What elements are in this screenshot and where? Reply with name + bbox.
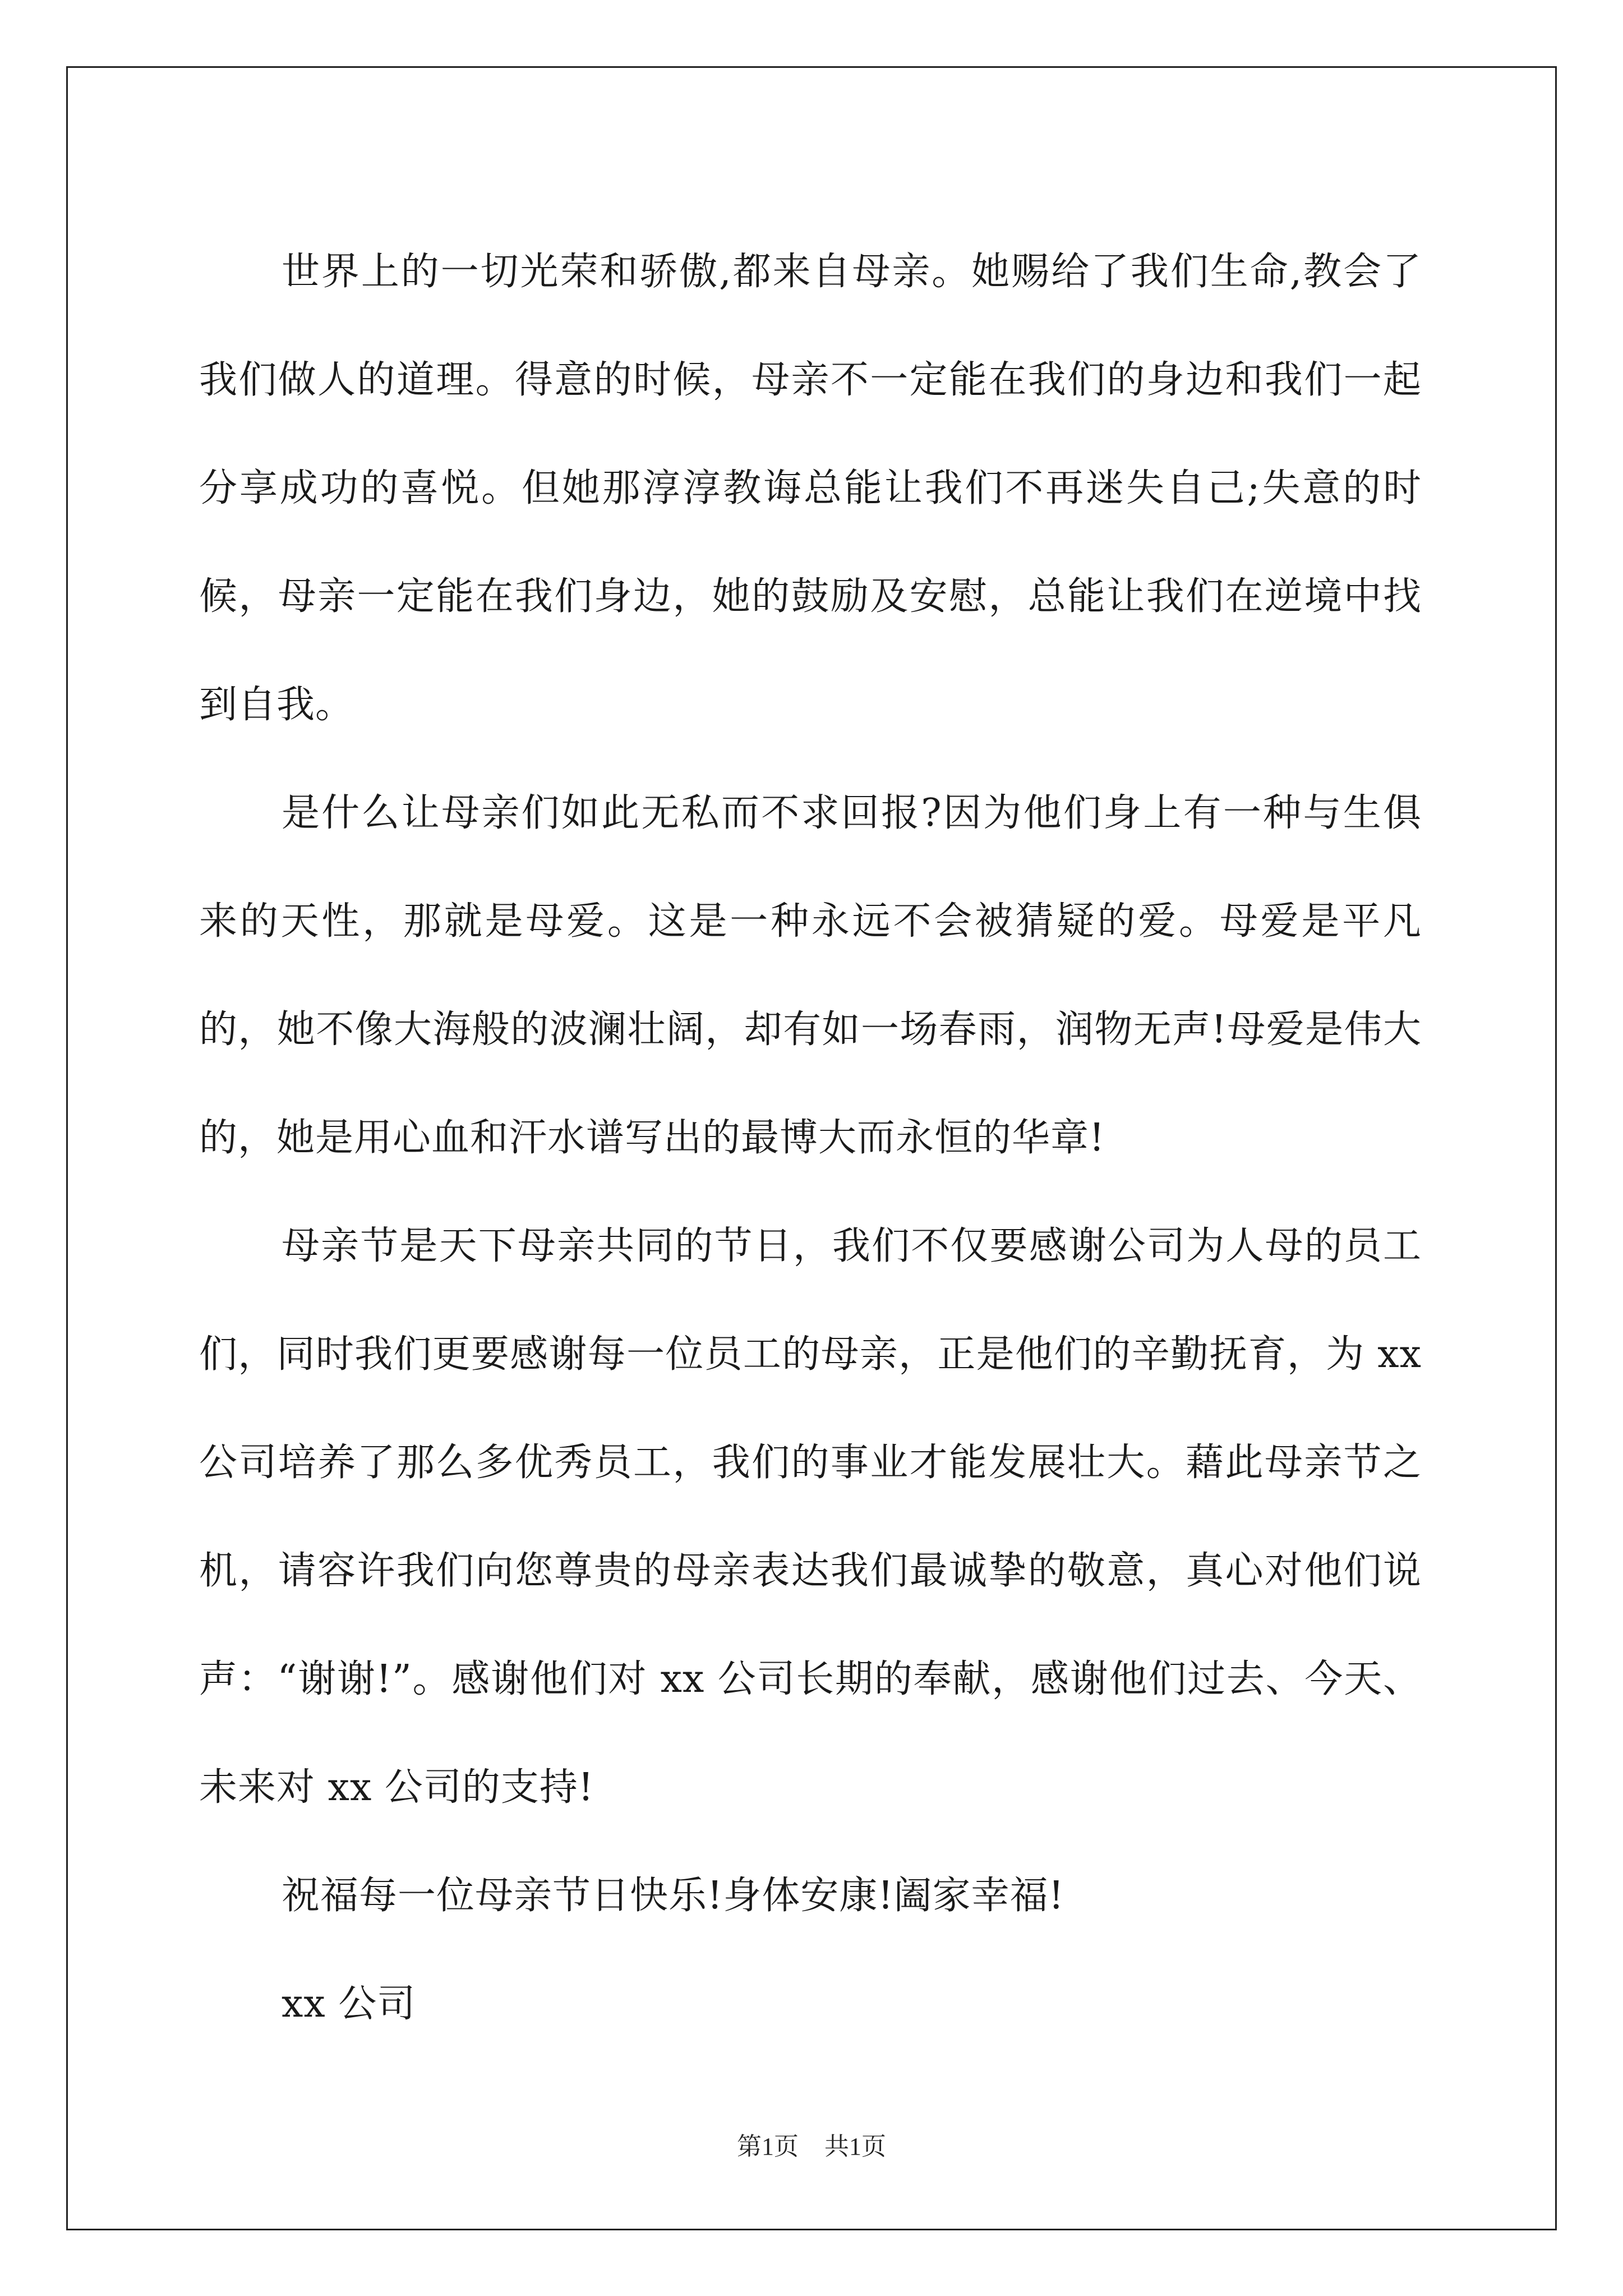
signature-company: xx 公司 [282,1982,416,2026]
paragraph-blessing: 祝福每一位母亲节日快乐!身体安康!阖家幸福! [282,1874,1064,1918]
paragraph-maternal-love: 是什么让母亲们如此无私而不求回报?因为他们身上有一种与生俱来的天性，那就是母爱。这是一种永远不会被猜疑的爱。母爱是平凡的，她不像大海般的波澜壮阔，却有如一场春雨，润物无声!母爱是伟大的，她是用心血和汗水谱写出的最博大而永恒的华章! [199,791,1422,1160]
document-body [199,218,1422,2058]
paragraph-gratitude: 世界上的一切光荣和骄傲,都来自母亲。她赐给了我们生命,教会了我们做人的道理。得意的时候，母亲不一定能在我们的身边和我们一起分享成功的喜悦。但她那淳淳教诲总能让我们不再迷失自己;失意的时候，母亲一定能在我们身边，她的鼓励及安慰，总能让我们在逆境中找到自我。 [199,250,1422,727]
paragraph-thanks-employees: 母亲节是天下母亲共同的节日，我们不仅要感谢公司为人母的员工们，同时我们更要感谢每一位员工的母亲，正是他们的辛勤抚育，为 xx 公司培养了那么多优秀员工，我们的事业才能发展壮大。藉此母亲节之机，请容许我们向您尊贵的母亲表达我们最诚挚的敬意，真心对他们说声：“谢谢!”。感谢他们对 xx 公司长期的奉献，感谢他们过去、今天、未来对 xx 公司的支持! [199,1224,1422,1810]
page-number: 第1页 [737,2133,799,2160]
page-total: 共1页 [824,2133,886,2160]
page-footer [0,2126,1623,2162]
